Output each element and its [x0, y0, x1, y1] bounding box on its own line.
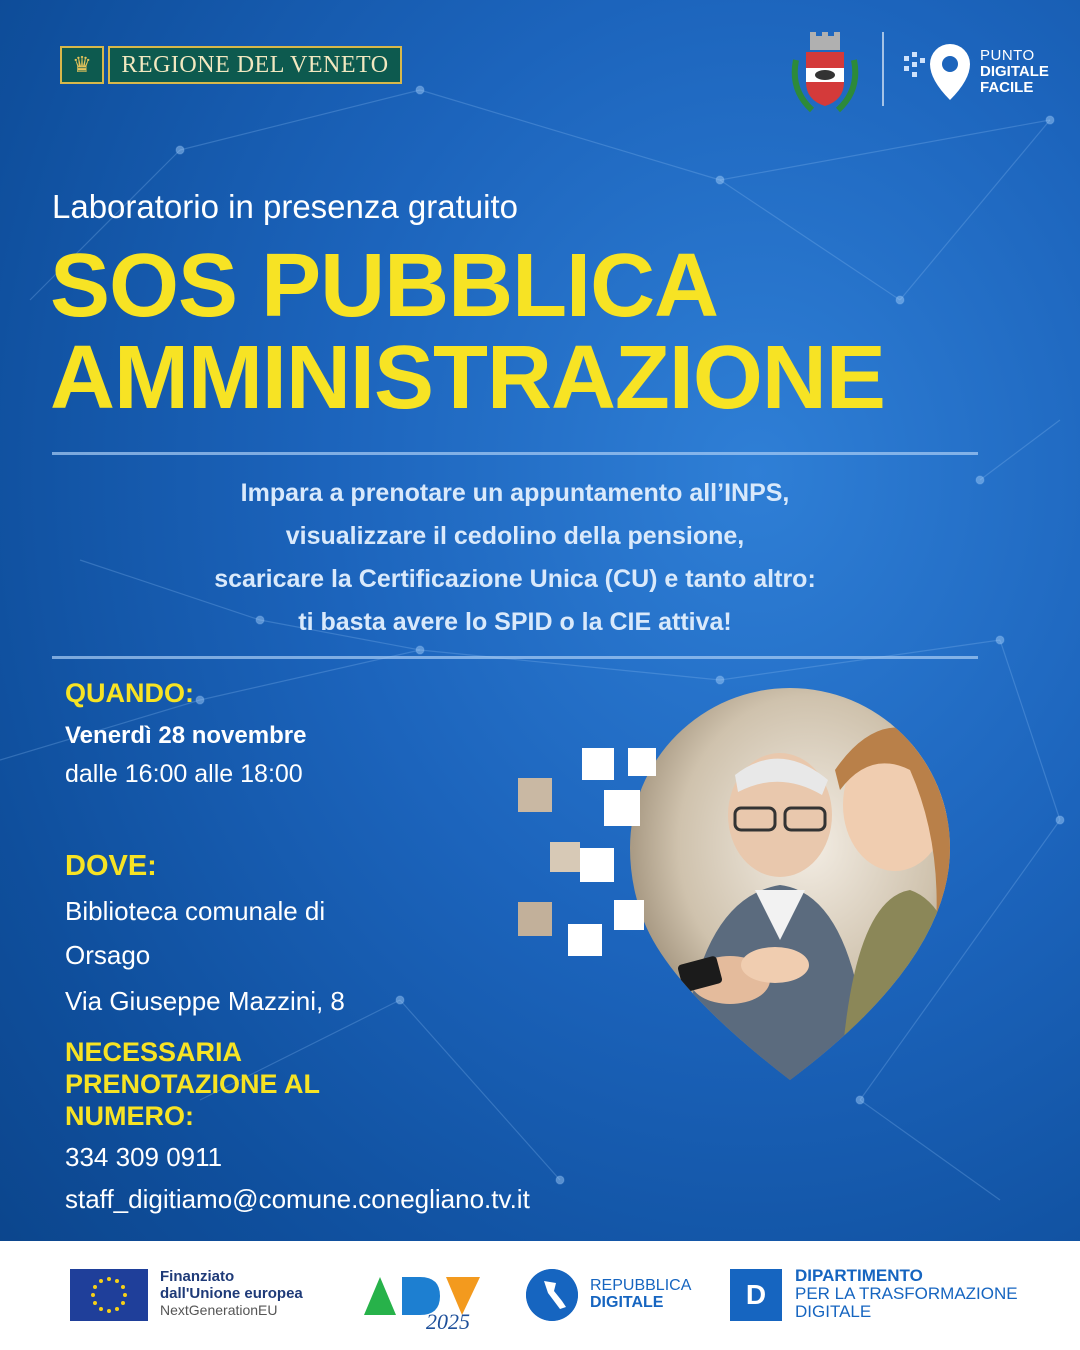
header-divider — [882, 32, 884, 106]
venue-address: Via Giuseppe Mazzini, 8 — [65, 986, 345, 1016]
eu-flag-icon — [70, 1269, 148, 1321]
regione-veneto-name: REGIONE DEL VENETO — [108, 46, 402, 84]
where-heading: DOVE: — [65, 850, 157, 882]
adv-2025-logo — [362, 1269, 486, 1331]
eu-line: dall'Unione europea — [160, 1285, 303, 1302]
facile-label: FACILE — [980, 79, 1034, 96]
municipal-crest-icon — [790, 30, 860, 116]
dt-line: PER LA TRASFORMAZIONE — [795, 1284, 1018, 1303]
repubblica-digitale-text — [590, 1277, 691, 1311]
adv-year: 2025 — [426, 1309, 470, 1331]
lion-icon: ♛ — [60, 46, 104, 84]
event-time: dalle 16:00 alle 18:00 — [65, 760, 303, 788]
seniors-photo — [510, 680, 970, 1090]
eu-line: Finanziato — [160, 1268, 235, 1285]
intro-line: scaricare la Certificazione Unica (CU) e tanto altro: — [214, 565, 816, 593]
eu-funding-text — [160, 1268, 303, 1319]
event-subtitle: Laboratorio in presenza gratuito — [52, 188, 518, 225]
punto-digitale-facile-text — [980, 48, 1049, 96]
title-line-2: AMMINISTRAZIONE — [50, 328, 885, 428]
phone-number[interactable]: 334 309 0911 — [65, 1142, 223, 1172]
intro-line: ti basta avere lo SPID o la CIE attiva! — [298, 608, 732, 636]
divider-bottom — [52, 656, 978, 659]
intro-line: visualizzare il cedolino della pensione, — [285, 522, 745, 550]
booking-heading-line: PRENOTAZIONE AL — [65, 1069, 320, 1099]
punto-label: PUNTO — [980, 47, 1035, 64]
dipartimento-text — [795, 1267, 1018, 1321]
email-address[interactable]: staff_digitiamo@comune.conegliano.tv.it — [65, 1184, 530, 1214]
title-line-1: SOS PUBBLICA — [50, 236, 719, 336]
booking-heading-line: NUMERO: — [65, 1101, 194, 1131]
event-title — [50, 236, 885, 428]
booking-heading-line: NECESSARIA — [65, 1037, 243, 1067]
digitale-label: DIGITALE — [980, 63, 1049, 80]
venue-town: Orsago — [65, 940, 151, 970]
dt-line: DIGITALE — [795, 1302, 872, 1321]
venue-name: Biblioteca comunale di — [65, 896, 326, 926]
dt-letter: D — [745, 1279, 767, 1310]
rd-line: REPUBBLICA — [590, 1277, 692, 1294]
eu-line: NextGenerationEU — [160, 1302, 278, 1318]
dt-line: DIPARTIMENTO — [795, 1266, 923, 1285]
event-date: Venerdì 28 novembre — [65, 722, 307, 749]
when-heading: QUANDO: — [65, 678, 194, 708]
rd-line: DIGITALE — [590, 1294, 664, 1311]
repubblica-digitale-icon — [526, 1269, 578, 1321]
intro-text — [52, 472, 978, 644]
dipartimento-icon — [730, 1269, 782, 1321]
intro-line: Impara a prenotare un appuntamento all’INPS, — [240, 479, 790, 507]
divider-top — [52, 452, 978, 455]
regione-veneto-logo — [60, 46, 402, 84]
footer — [0, 1241, 1080, 1350]
booking-heading — [65, 1036, 320, 1132]
